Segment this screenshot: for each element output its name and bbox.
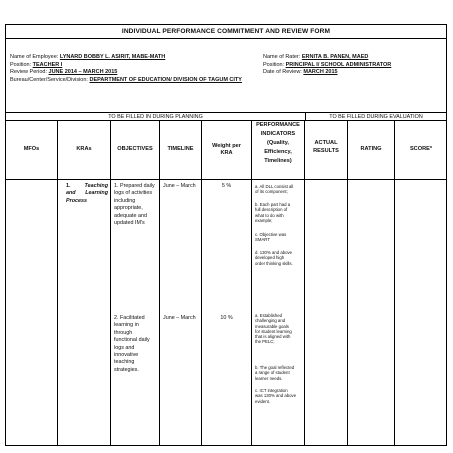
employee-name-line — [10, 54, 242, 62]
indicator-line: a range of student — [255, 370, 290, 376]
objective-line: updated IM's — [114, 220, 145, 227]
employee-name-label: Name of Employee: — [10, 54, 59, 60]
rating-body-column — [348, 180, 395, 445]
mfos-body-column — [6, 180, 58, 445]
col-actual-label-2: RESULTS — [313, 148, 339, 154]
evaluation-section-label: TO BE FILLED DURING EVALUATION — [329, 114, 423, 120]
bureau-value: DEPARTMENT OF EDUCATION/ DIVISION OF TAGUM CITY — [89, 76, 242, 83]
objectives-body-column — [111, 180, 160, 445]
col-timeline-label: TIMELINE — [167, 146, 194, 152]
rater-position-label: Position: — [263, 61, 285, 68]
indicator-d1 — [255, 250, 293, 266]
indicator-line: that is aligned with — [255, 334, 291, 340]
indicator-line: challenging and — [255, 318, 286, 324]
rater-info — [263, 54, 391, 77]
objective-line: 1. Prepared daily — [114, 183, 155, 189]
timeline-body-column — [160, 180, 202, 445]
col-pi-label-1: PERFORMANCE — [256, 122, 300, 128]
column-header-row — [6, 120, 446, 180]
objective-line: learning in — [114, 322, 139, 329]
col-pi-label-4: Efficiency, — [264, 149, 292, 155]
indicator-c2 — [255, 388, 296, 404]
col-pi-label-5: Timelines) — [264, 158, 292, 164]
actual-results-body-column — [305, 180, 348, 445]
col-score-label: SCORE* — [409, 146, 433, 152]
kra-text — [66, 183, 108, 205]
table-body — [6, 180, 446, 445]
indicator-line: developed high — [255, 255, 285, 261]
objective-line: including — [114, 197, 136, 204]
performance-form — [5, 24, 447, 446]
col-performance-indicators — [252, 120, 305, 179]
timeline-1: June – March — [163, 183, 196, 189]
timeline-2: June – March — [163, 315, 196, 321]
objective-2 — [114, 315, 150, 374]
review-period-line — [10, 69, 242, 77]
col-objectives-label: OBJECTIVES — [117, 146, 153, 152]
planning-section-label: TO BE FILLED IN DURING PLANNING — [6, 113, 306, 121]
col-weight — [202, 120, 252, 179]
indicator-b1 — [255, 202, 290, 223]
col-weight-label-1: Weight per — [212, 143, 241, 149]
col-actual-results — [305, 120, 348, 179]
rater-name-value: ERNITA B. PANEN, MAED — [301, 54, 369, 60]
indicator-line: a. Established — [255, 313, 282, 318]
kra-line-2 — [66, 190, 108, 197]
weight-body-column — [202, 180, 252, 445]
indicator-line: evident. — [255, 398, 271, 404]
rater-name-label: Name of Rater: — [263, 54, 301, 60]
objective-line: strategies. — [114, 366, 139, 373]
col-objectives — [111, 120, 160, 179]
indicator-line: of its component; — [255, 189, 288, 195]
kra-line-1 — [66, 183, 108, 190]
indicator-a1 — [255, 184, 293, 195]
weight-1: 5 % — [221, 183, 232, 189]
indicator-line: for student learning — [255, 328, 292, 334]
indicator-line: learner needs. — [255, 375, 283, 381]
col-mfos-label: MFOs — [23, 146, 40, 152]
review-date-label: Date of Review: — [263, 69, 302, 76]
score-body-column — [395, 180, 447, 445]
employee-position-label: Position: — [10, 61, 32, 68]
review-date-line — [263, 69, 391, 77]
review-date-value: MARCH 2015 — [303, 69, 338, 76]
indicator-line: a. All DLL consist all — [255, 184, 294, 189]
indicator-line: b. The goal reflected — [255, 365, 295, 370]
objective-line: 2. Facilitated — [114, 315, 145, 321]
indicator-c1 — [255, 232, 286, 243]
weight-2: 10 % — [220, 315, 233, 321]
objective-line: innovative — [114, 352, 139, 359]
kra-number: 1. — [66, 183, 71, 189]
objective-line: functional daily — [114, 337, 150, 344]
rater-name-line — [263, 54, 391, 62]
indicator-b2 — [255, 365, 294, 381]
objective-line: adequate and — [114, 212, 147, 219]
employee-position-value: TEACHER I — [32, 61, 63, 68]
rater-position-line — [263, 62, 391, 70]
indicator-line: d. 130% and above — [255, 250, 293, 255]
kra-word-3: Learning — [85, 190, 108, 197]
col-pi-label-3: (Quality, — [267, 140, 289, 146]
indicator-line: measurable goals — [255, 323, 289, 329]
indicator-line: SMART — [255, 237, 270, 243]
col-timeline — [160, 120, 202, 179]
bureau-line — [10, 77, 242, 85]
col-weight-label-2: KRA — [220, 150, 233, 156]
col-mfos — [6, 120, 58, 179]
kra-line-3: Process — [66, 197, 87, 204]
col-rating-label: RATING — [360, 146, 382, 152]
indicator-line: full description of — [255, 207, 288, 213]
col-score — [395, 120, 447, 179]
form-title: INDIVIDUAL PERFORMANCE COMMITMENT AND REVIEW FORM — [6, 25, 446, 39]
col-actual-label-1: ACTUAL — [314, 140, 338, 146]
kra-word-1: Teaching — [84, 183, 108, 189]
col-rating — [348, 120, 395, 179]
objective-line: through — [114, 329, 133, 336]
kras-body-column — [58, 180, 111, 445]
employee-info — [10, 54, 242, 84]
bureau-label: Bureau/Center/Service/Division: — [10, 76, 88, 83]
col-kras-label: KRAs — [76, 146, 92, 152]
indicator-line: the PELC; — [255, 339, 275, 345]
review-period-label: Review Period: — [10, 69, 47, 76]
objective-line: logs and — [114, 344, 135, 351]
indicator-a2 — [255, 313, 292, 345]
objective-line: logs of activities — [114, 190, 153, 197]
indicator-line: c. ICT integration — [255, 388, 288, 393]
col-kras — [58, 120, 111, 179]
review-period-value: JUNE 2014 – MARCH 2015 — [48, 69, 118, 76]
objective-line: teaching — [114, 359, 135, 366]
indicator-line: was 130% and above — [255, 393, 297, 399]
employee-name-value: LYNARD BOBBY L. ASIRIT, MABE-MATH — [59, 54, 166, 60]
kra-word-2: and — [66, 190, 76, 197]
col-pi-label-2: INDICATORS — [260, 131, 296, 137]
rater-position-value: PRINCIPAL I/ SCHOOL ADMINISTRATOR — [285, 61, 392, 68]
indicator-line: example; — [255, 217, 273, 223]
indicator-line: c. Objective was — [255, 232, 287, 237]
indicator-line: order thinking skills. — [255, 260, 293, 266]
objective-1 — [114, 183, 155, 227]
indicator-line: b. Each part had a — [255, 202, 291, 207]
objective-line: appropriate, — [114, 205, 143, 212]
employee-position-line — [10, 62, 242, 70]
indicator-line: what to do with — [255, 212, 284, 218]
indicators-body-column — [252, 180, 305, 445]
